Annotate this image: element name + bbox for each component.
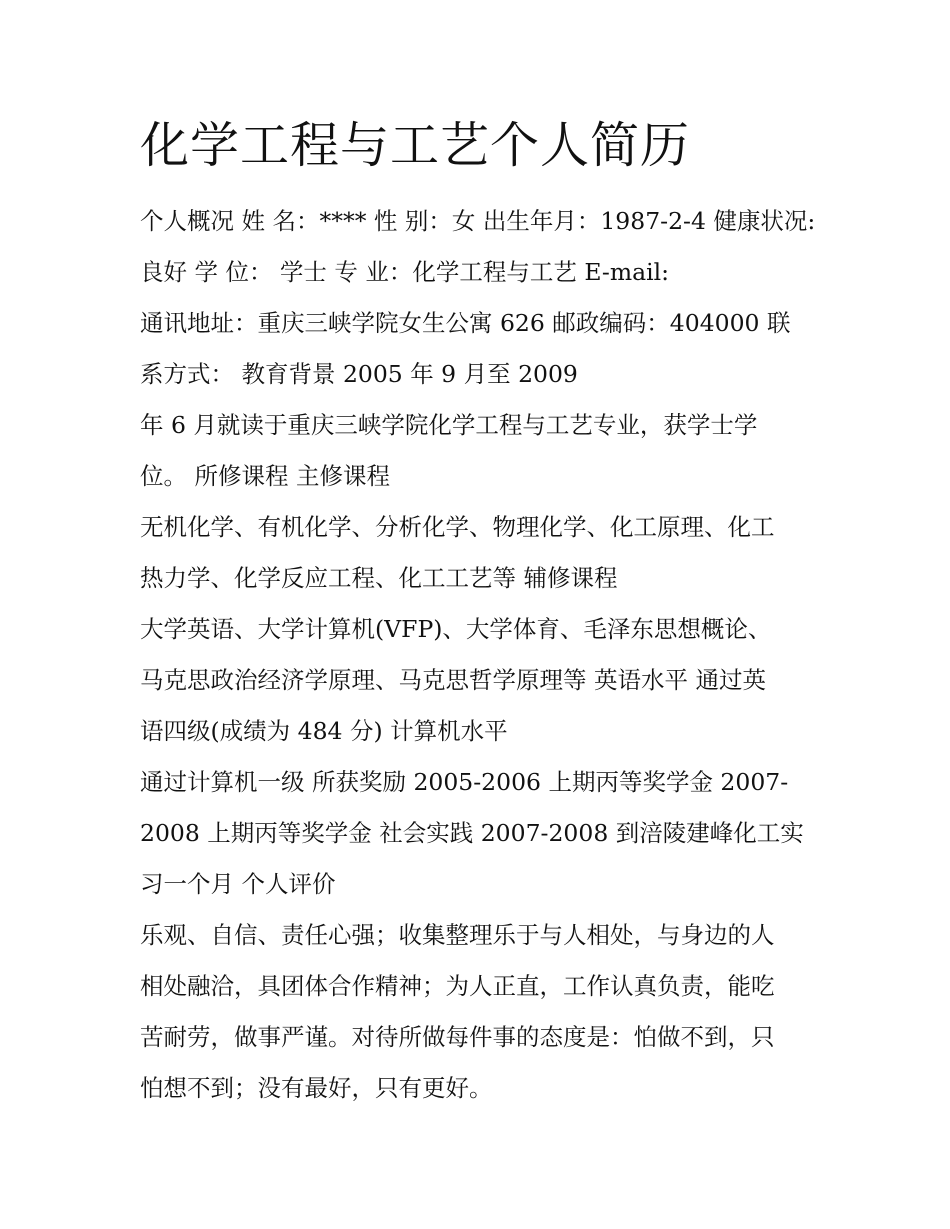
body-line: 无机化学、有机化学、分析化学、物理化学、化工原理、化工: [140, 513, 775, 541]
body-line: 年 6 月就读于重庆三峡学院化学工程与工艺专业，获学士学: [140, 411, 758, 439]
body-line: 位。 所修课程 主修课程: [140, 462, 390, 490]
body-line: 通讯地址：重庆三峡学院女生公寓 626 邮政编码：404000 联: [140, 309, 791, 337]
document-title: 化学工程与工艺个人简历: [140, 117, 691, 174]
body-line: 苦耐劳，做事严谨。对待所做每件事的态度是：怕做不到，只: [140, 1023, 775, 1051]
body-line: 语四级(成绩为 484 分) 计算机水平: [140, 717, 508, 745]
body-line: 怕想不到；没有最好，只有更好。: [140, 1074, 493, 1102]
body-line: 乐观、自信、责任心强；收集整理乐于与人相处，与身边的人: [140, 921, 775, 949]
body-line: 热力学、化学反应工程、化工工艺等 辅修课程: [140, 564, 618, 592]
body-line: 个人概况 姓 名：**** 性 别：女 出生年月：1987-2-4 健康状况:: [140, 207, 816, 235]
body-line: 马克思政治经济学原理、马克思哲学原理等 英语水平 通过英: [140, 666, 766, 694]
body-line: 大学英语、大学计算机(VFP)、大学体育、毛泽东思想概论、: [140, 615, 772, 643]
document-body: [140, 196, 830, 1114]
body-line: 系方式： 教育背景 2005 年 9 月至 2009: [140, 360, 578, 388]
body-line: 良好 学 位： 学士 专 业：化学工程与工艺 E-mail:: [140, 258, 670, 286]
body-line: 通过计算机一级 所获奖励 2005-2006 上期丙等奖学金 2007-: [140, 768, 789, 796]
body-line: 习一个月 个人评价: [140, 870, 336, 898]
body-line: 相处融洽，具团体合作精神；为人正直，工作认真负责，能吃: [140, 972, 775, 1000]
body-line: 2008 上期丙等奖学金 社会实践 2007-2008 到涪陵建峰化工实: [140, 819, 804, 847]
